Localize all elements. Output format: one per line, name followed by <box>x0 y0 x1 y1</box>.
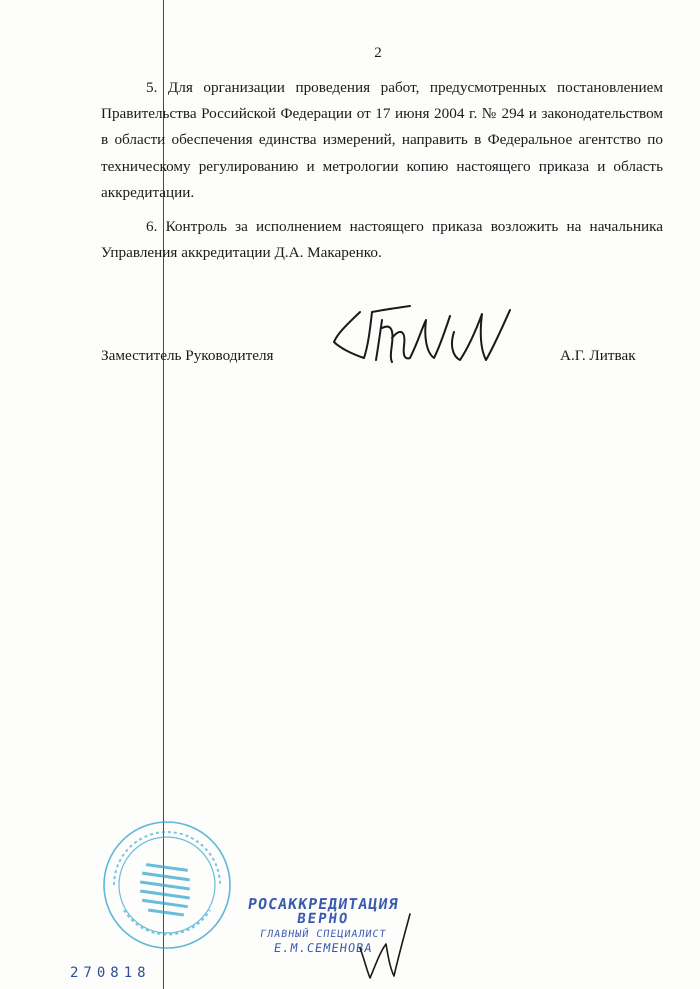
stamp-person: Е.М.СЕМЕНОВА <box>272 941 374 955</box>
signatory-name: А.Г. Литвак <box>560 347 636 364</box>
document-code: 270818 <box>70 965 151 981</box>
page-number: 2 <box>374 45 382 61</box>
stamp-agency: РОСАККРЕДИТАЦИЯ <box>246 895 400 913</box>
official-round-stamp <box>100 818 235 953</box>
paragraph-5: 5. Для организации проведения работ, предусмотренных постановлением Правительства Российской Федерации от 17 июня 2004 г. № 294 и законодательством в области обеспечения единства измерений, направить в Федеральное агентство по техническому регулированию и метрологии копию настоящего приказа и область аккредитации. <box>101 79 663 201</box>
signatory-title: Заместитель Руководителя <box>101 347 274 364</box>
stamp-position: ГЛАВНЫЙ СПЕЦИАЛИСТ <box>259 929 388 940</box>
stamp-verified: ВЕРНО <box>296 911 351 927</box>
handwritten-signature <box>330 298 520 373</box>
paragraph-6: 6. Контроль за исполнением настоящего приказа возложить на начальника Управления аккредитации Д.А. Макаренко. <box>101 218 663 262</box>
body-text <box>101 75 663 274</box>
stamp-signature <box>352 908 412 983</box>
